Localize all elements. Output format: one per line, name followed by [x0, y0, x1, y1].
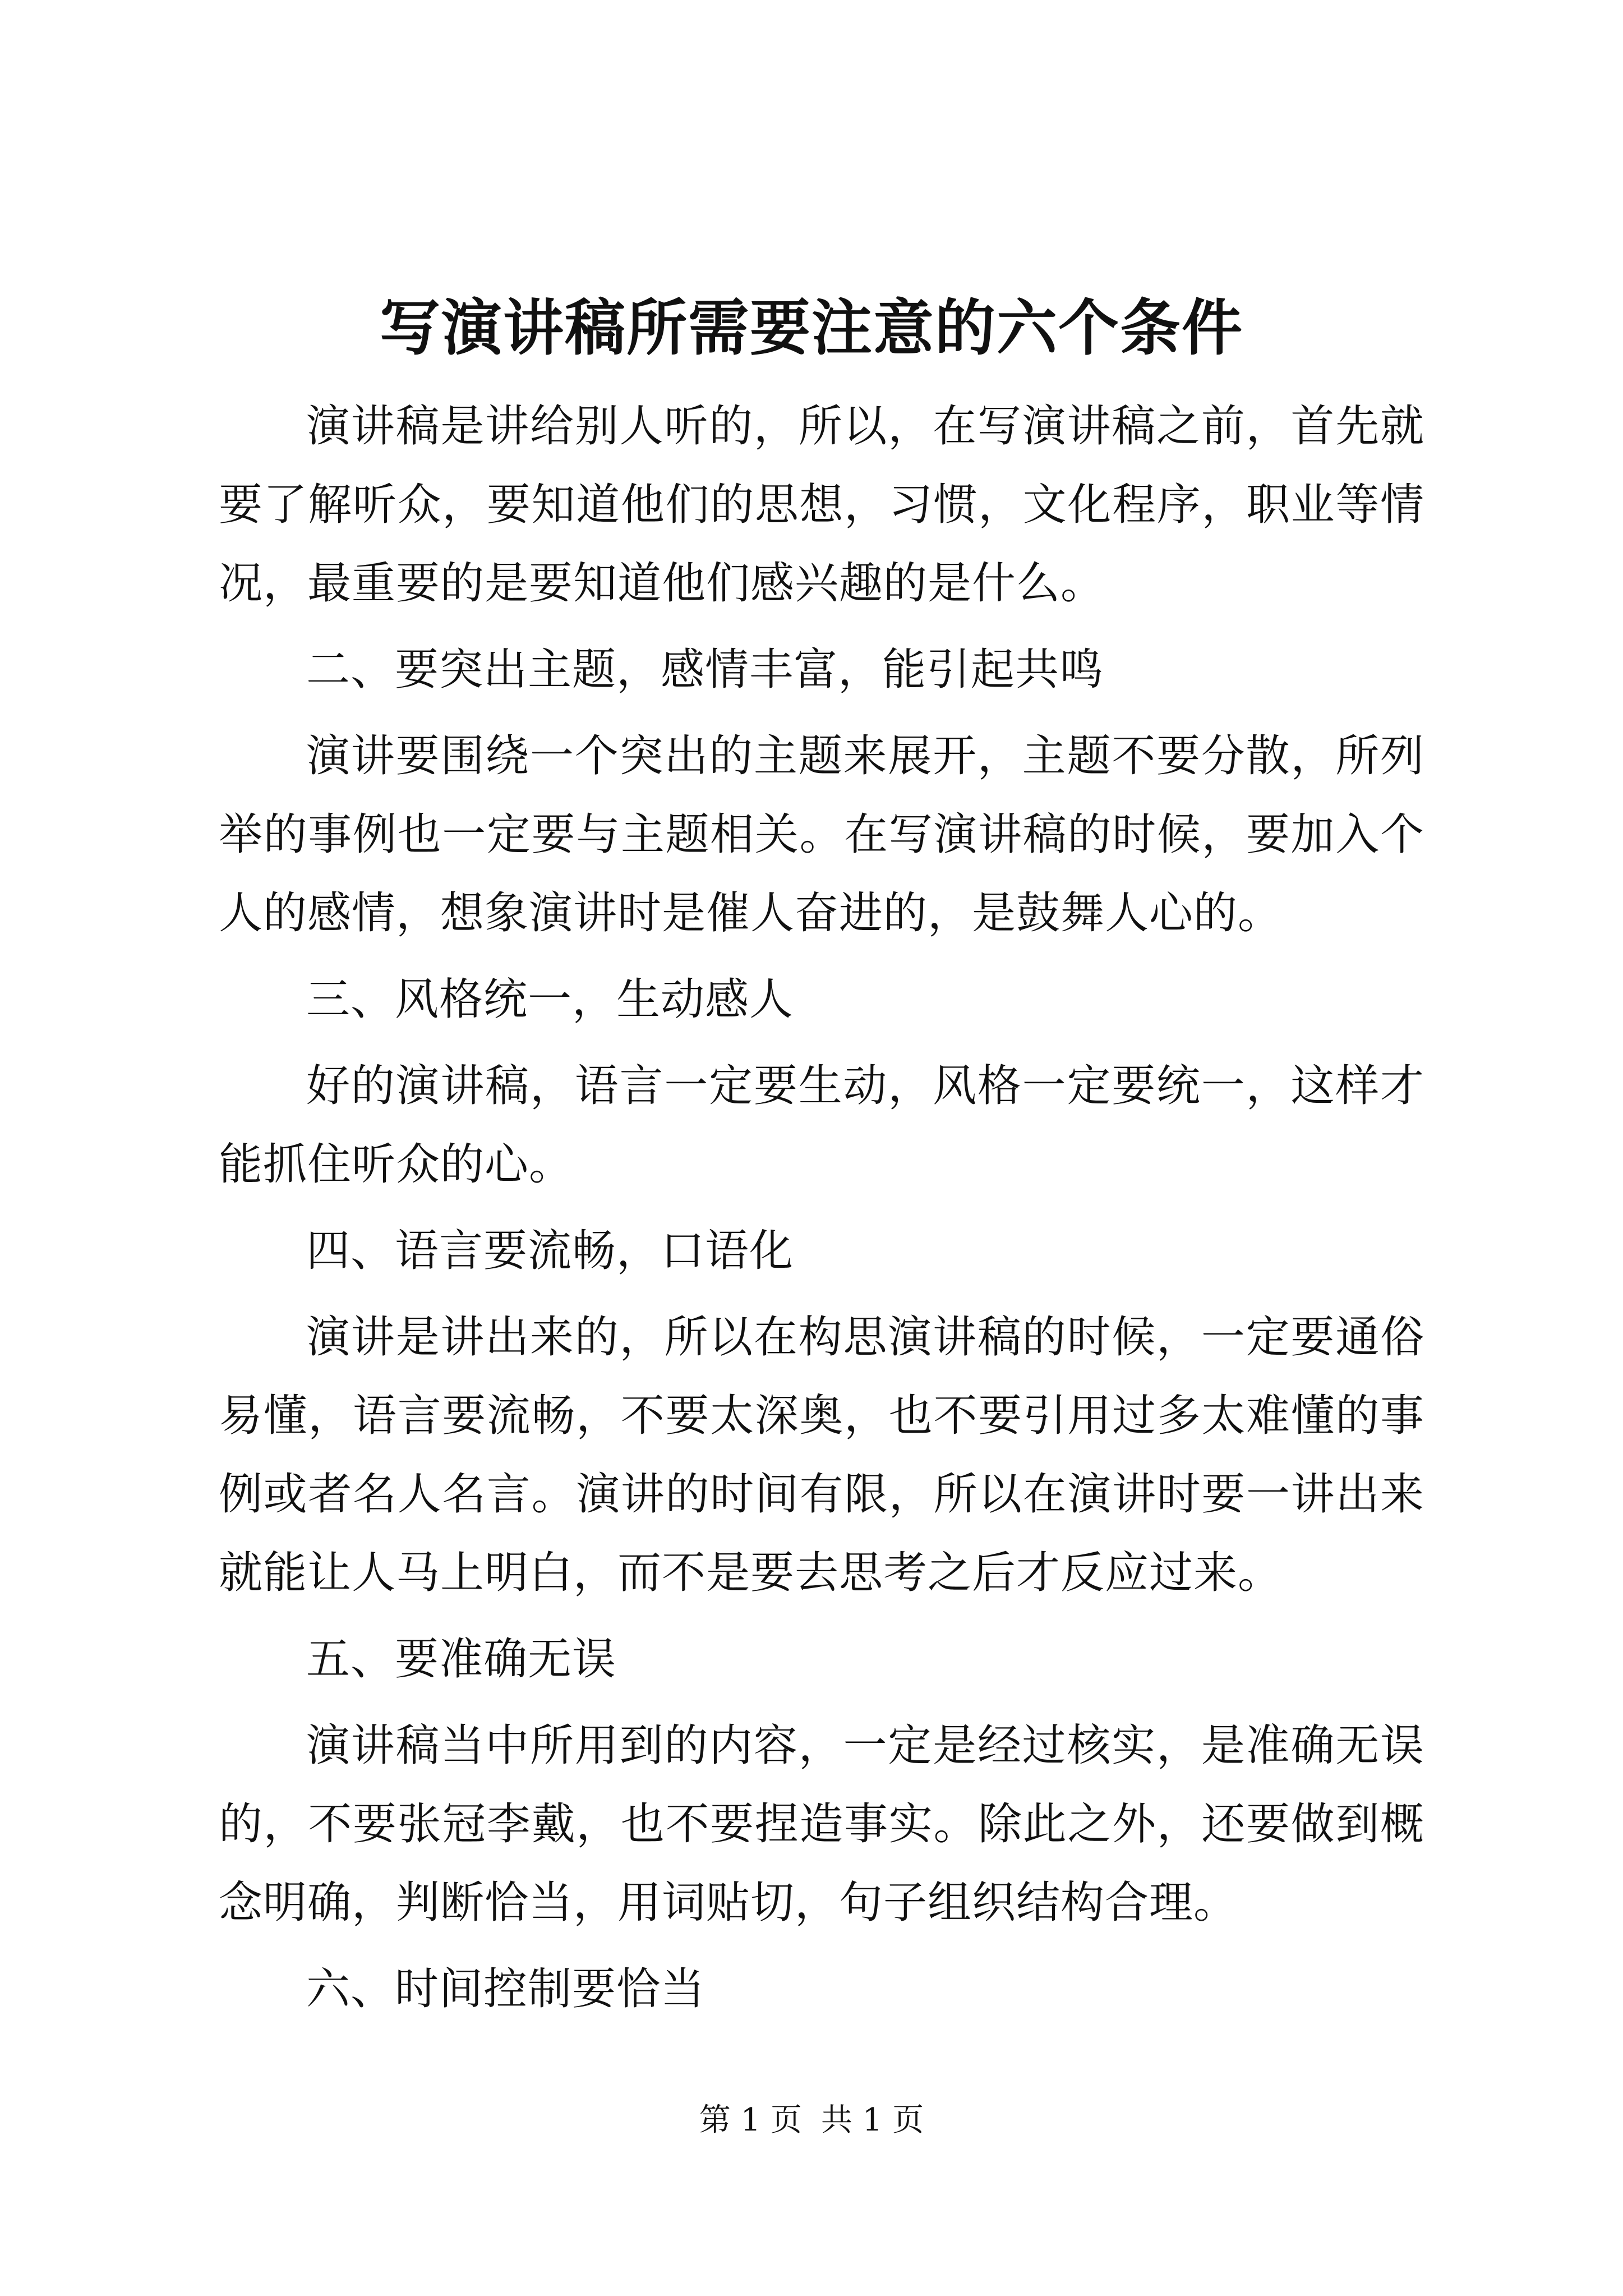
document-body	[219, 387, 1424, 2028]
paragraph-section-5: 演讲稿当中所用到的内容，一定是经过核实，是准确无误的，不要张冠李戴，也不要捏造事实。除此之外，还要做到概念明确，判断恰当，用词贴切，句子组织结构合理。	[219, 1720, 1424, 1928]
heading-section-4: 四、语言要流畅，口语化	[306, 1226, 794, 1276]
heading-section-5: 五、要准确无误	[306, 1634, 617, 1685]
heading-section-3: 三、风格统一，生动感人	[306, 974, 794, 1025]
document-title: 写演讲稿所需要注意的六个条件	[379, 293, 1243, 364]
page-footer	[0, 2098, 1623, 2143]
page-number: 第 1 页	[699, 2102, 802, 2138]
paragraph-intro: 演讲稿是讲给别人听的，所以，在写演讲稿之前，首先就要了解听众，要知道他们的思想，习惯，文化程序，职业等情况，最重要的是要知道他们感兴趣的是什么。	[219, 401, 1424, 609]
paragraph-section-3: 好的演讲稿，语言一定要生动，风格一定要统一，这样才能抓住听众的心。	[219, 1061, 1424, 1190]
paragraph-section-4: 演讲是讲出来的，所以在构思演讲稿的时候，一定要通俗易懂，语言要流畅，不要太深奥，也不要引用过多太难懂的事例或者名人名言。演讲的时间有限，所以在演讲时要一讲出来就能让人马上明白，而不是要去思考之后才反应过来。	[219, 1312, 1424, 1598]
heading-section-2: 二、要突出主题，感情丰富，能引起共鸣	[306, 645, 1104, 695]
page-total: 共 1 页	[821, 2102, 924, 2138]
paragraph-section-2: 演讲要围绕一个突出的主题来展开，主题不要分散，所列举的事例也一定要与主题相关。在写演讲稿的时候，要加入个人的感情，想象演讲时是催人奋进的，是鼓舞人心的。	[219, 731, 1424, 938]
heading-section-6: 六、时间控制要恰当	[306, 1964, 706, 2014]
